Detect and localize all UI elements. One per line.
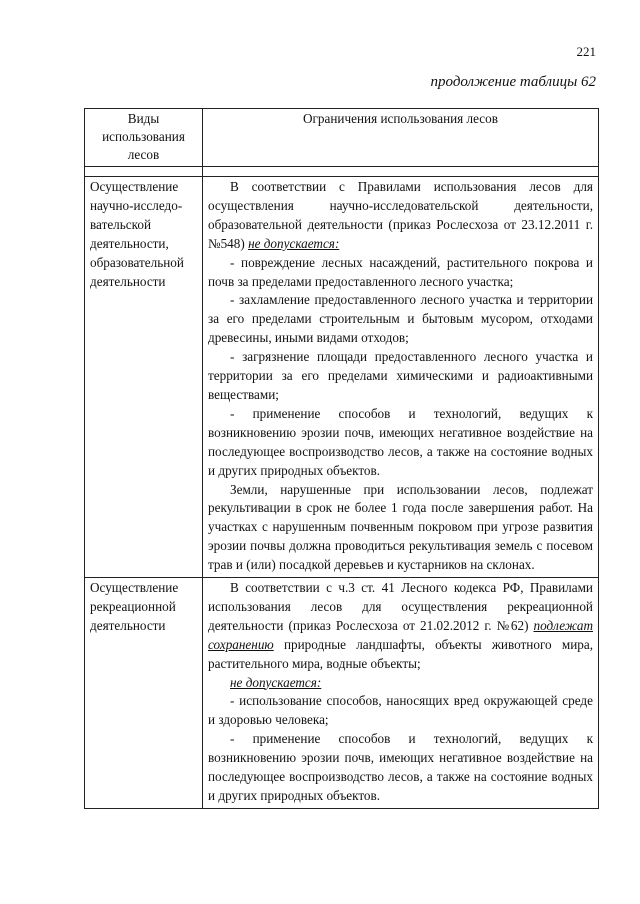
page-number: 221	[576, 44, 596, 59]
header-use-types: Виды использования лесов	[85, 109, 203, 167]
intro-paragraph	[208, 178, 593, 254]
must-be-preserved-label: подлежат сохранению	[208, 617, 593, 652]
prohibited-label-line	[208, 674, 593, 693]
forest-use-restrictions-table	[84, 108, 599, 809]
header-restrictions: Ограничения использования лесов	[203, 109, 599, 167]
intro-paragraph	[208, 579, 593, 674]
intro-text: В соответствии с Правилами использования лесов для осуществления научно-исследовательской деятельности, образовательной деятельности (приказ Рослесхоза от 23.12.2011 г. №548)	[208, 179, 593, 251]
spacer-cell	[85, 167, 203, 177]
use-type-recreation: Осуществление рекреационной деятельности	[85, 578, 203, 809]
list-item: - захламление предоставленного лесного участка и территории за его пределами строительным и бытовым мусором, отходами древесины, иными видами отходов;	[208, 292, 593, 346]
restrictions-recreation	[203, 578, 599, 809]
table-row	[85, 578, 599, 809]
list-item: - применение способов и технологий, ведущих к возникновению эрозии почв, имеющих негативное воздействие на последующее воспроизводство лесов, а также на состояние водных и других природных объектов.	[208, 731, 593, 803]
not-allowed-label: не допускается:	[248, 235, 340, 251]
list-item: - использование способов, наносящих вред окружающей среде и здоровью человека;	[208, 693, 593, 728]
list-item: - повреждение лесных насаждений, растительного покрова и почв за пределами предоставленного лесного участка;	[208, 254, 593, 289]
intro-text: В соответствии с ч.3 ст. 41 Лесного кодекса РФ, Правилами использования лесов для осуществления рекреационной деятельности (приказ Рослесхоза от 21.02.2012 г. №62)	[208, 580, 593, 633]
table-header-row	[85, 109, 599, 167]
spacer-cell	[203, 167, 599, 177]
closing-paragraph: Земли, нарушенные при использовании лесов, подлежат рекультивации в срок не более 1 года после завершения работ. На участках с нарушенным почвенным покровом при угрозе развития эрозии почвы должна проводиться рекультивация земель с посевом трав и (или) посадкой деревьев и кустарников на склонах.	[208, 481, 593, 573]
table-continuation-caption: продолжение таблицы 62	[430, 74, 596, 90]
list-item: - применение способов и технологий, ведущих к возникновению эрозии почв, имеющих негативное воздействие на последующее воспроизводство лесов, а также на состояние водных и других природных объектов.	[208, 405, 593, 478]
restrictions-research	[203, 177, 599, 578]
intro-tail: природные ландшафты, объекты животного мира, растительного мира, водные объекты;	[208, 636, 594, 671]
use-type-research: Осуществление научно-исследо-вательской деятельности, образовательной деятельности	[85, 177, 203, 578]
table-row	[85, 177, 599, 578]
table-spacer-row	[85, 167, 599, 177]
not-allowed-label: не допускается:	[230, 674, 322, 690]
list-item: - загрязнение площади предоставленного лесного участка и территории за его пределами химическими и радиоактивными веществами;	[208, 349, 593, 402]
